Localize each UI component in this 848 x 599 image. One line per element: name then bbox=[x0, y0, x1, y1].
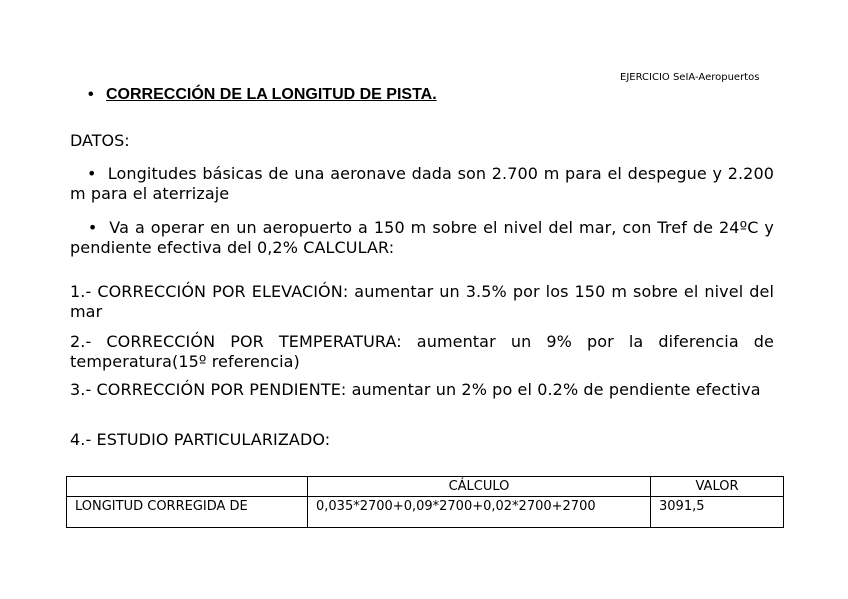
point-temperature: 2.- CORRECCIÓN POR TEMPERATURA: aumentar un 9% por la diferencia de temperatura(15º referencia) bbox=[70, 332, 774, 371]
point-study: 4.- ESTUDIO PARTICULARIZADO: bbox=[70, 430, 331, 449]
table-row bbox=[67, 497, 784, 528]
table-header-row bbox=[67, 477, 784, 497]
bullet-text: Longitudes básicas de una aeronave dada son 2.700 m para el despegue y 2.200 m para el aterrizaje bbox=[70, 164, 775, 203]
section-title bbox=[88, 86, 437, 104]
datos-label: DATOS: bbox=[70, 131, 130, 150]
data-bullet-2 bbox=[70, 218, 774, 258]
title-text: CORRECCIÓN DE LA LONGITUD DE PISTA. bbox=[106, 86, 437, 103]
table-cell: 0,035*2700+0,09*2700+0,02*2700+2700 bbox=[308, 497, 651, 528]
bullet-marker: • bbox=[88, 86, 94, 103]
bullet-marker: • bbox=[86, 164, 97, 183]
table-header-cell: VALOR bbox=[651, 477, 784, 497]
data-bullet-1 bbox=[70, 164, 774, 204]
point-elevation: 1.- CORRECCIÓN POR ELEVACIÓN: aumentar un 3.5% por los 150 m sobre el nivel del mar bbox=[70, 282, 774, 321]
calculation-table bbox=[66, 476, 784, 528]
point-slope: 3.- CORRECCIÓN POR PENDIENTE: aumentar un 2% po el 0.2% de pendiente efectiva bbox=[70, 380, 761, 399]
bullet-text: Va a operar en un aeropuerto a 150 m sobre el nivel del mar, con Tref de 24ºC y pendiente efectiva del 0,2% CALCULAR: bbox=[70, 218, 775, 257]
table-cell: 3091,5 bbox=[651, 497, 784, 528]
table-header-cell: CÁLCULO bbox=[308, 477, 651, 497]
bullet-marker: • bbox=[87, 218, 98, 237]
table-header-cell bbox=[67, 477, 308, 497]
document-header: EJERCICIO SeIA-Aeropuertos bbox=[620, 72, 760, 83]
table-cell: LONGITUD CORREGIDA DE bbox=[67, 497, 308, 528]
